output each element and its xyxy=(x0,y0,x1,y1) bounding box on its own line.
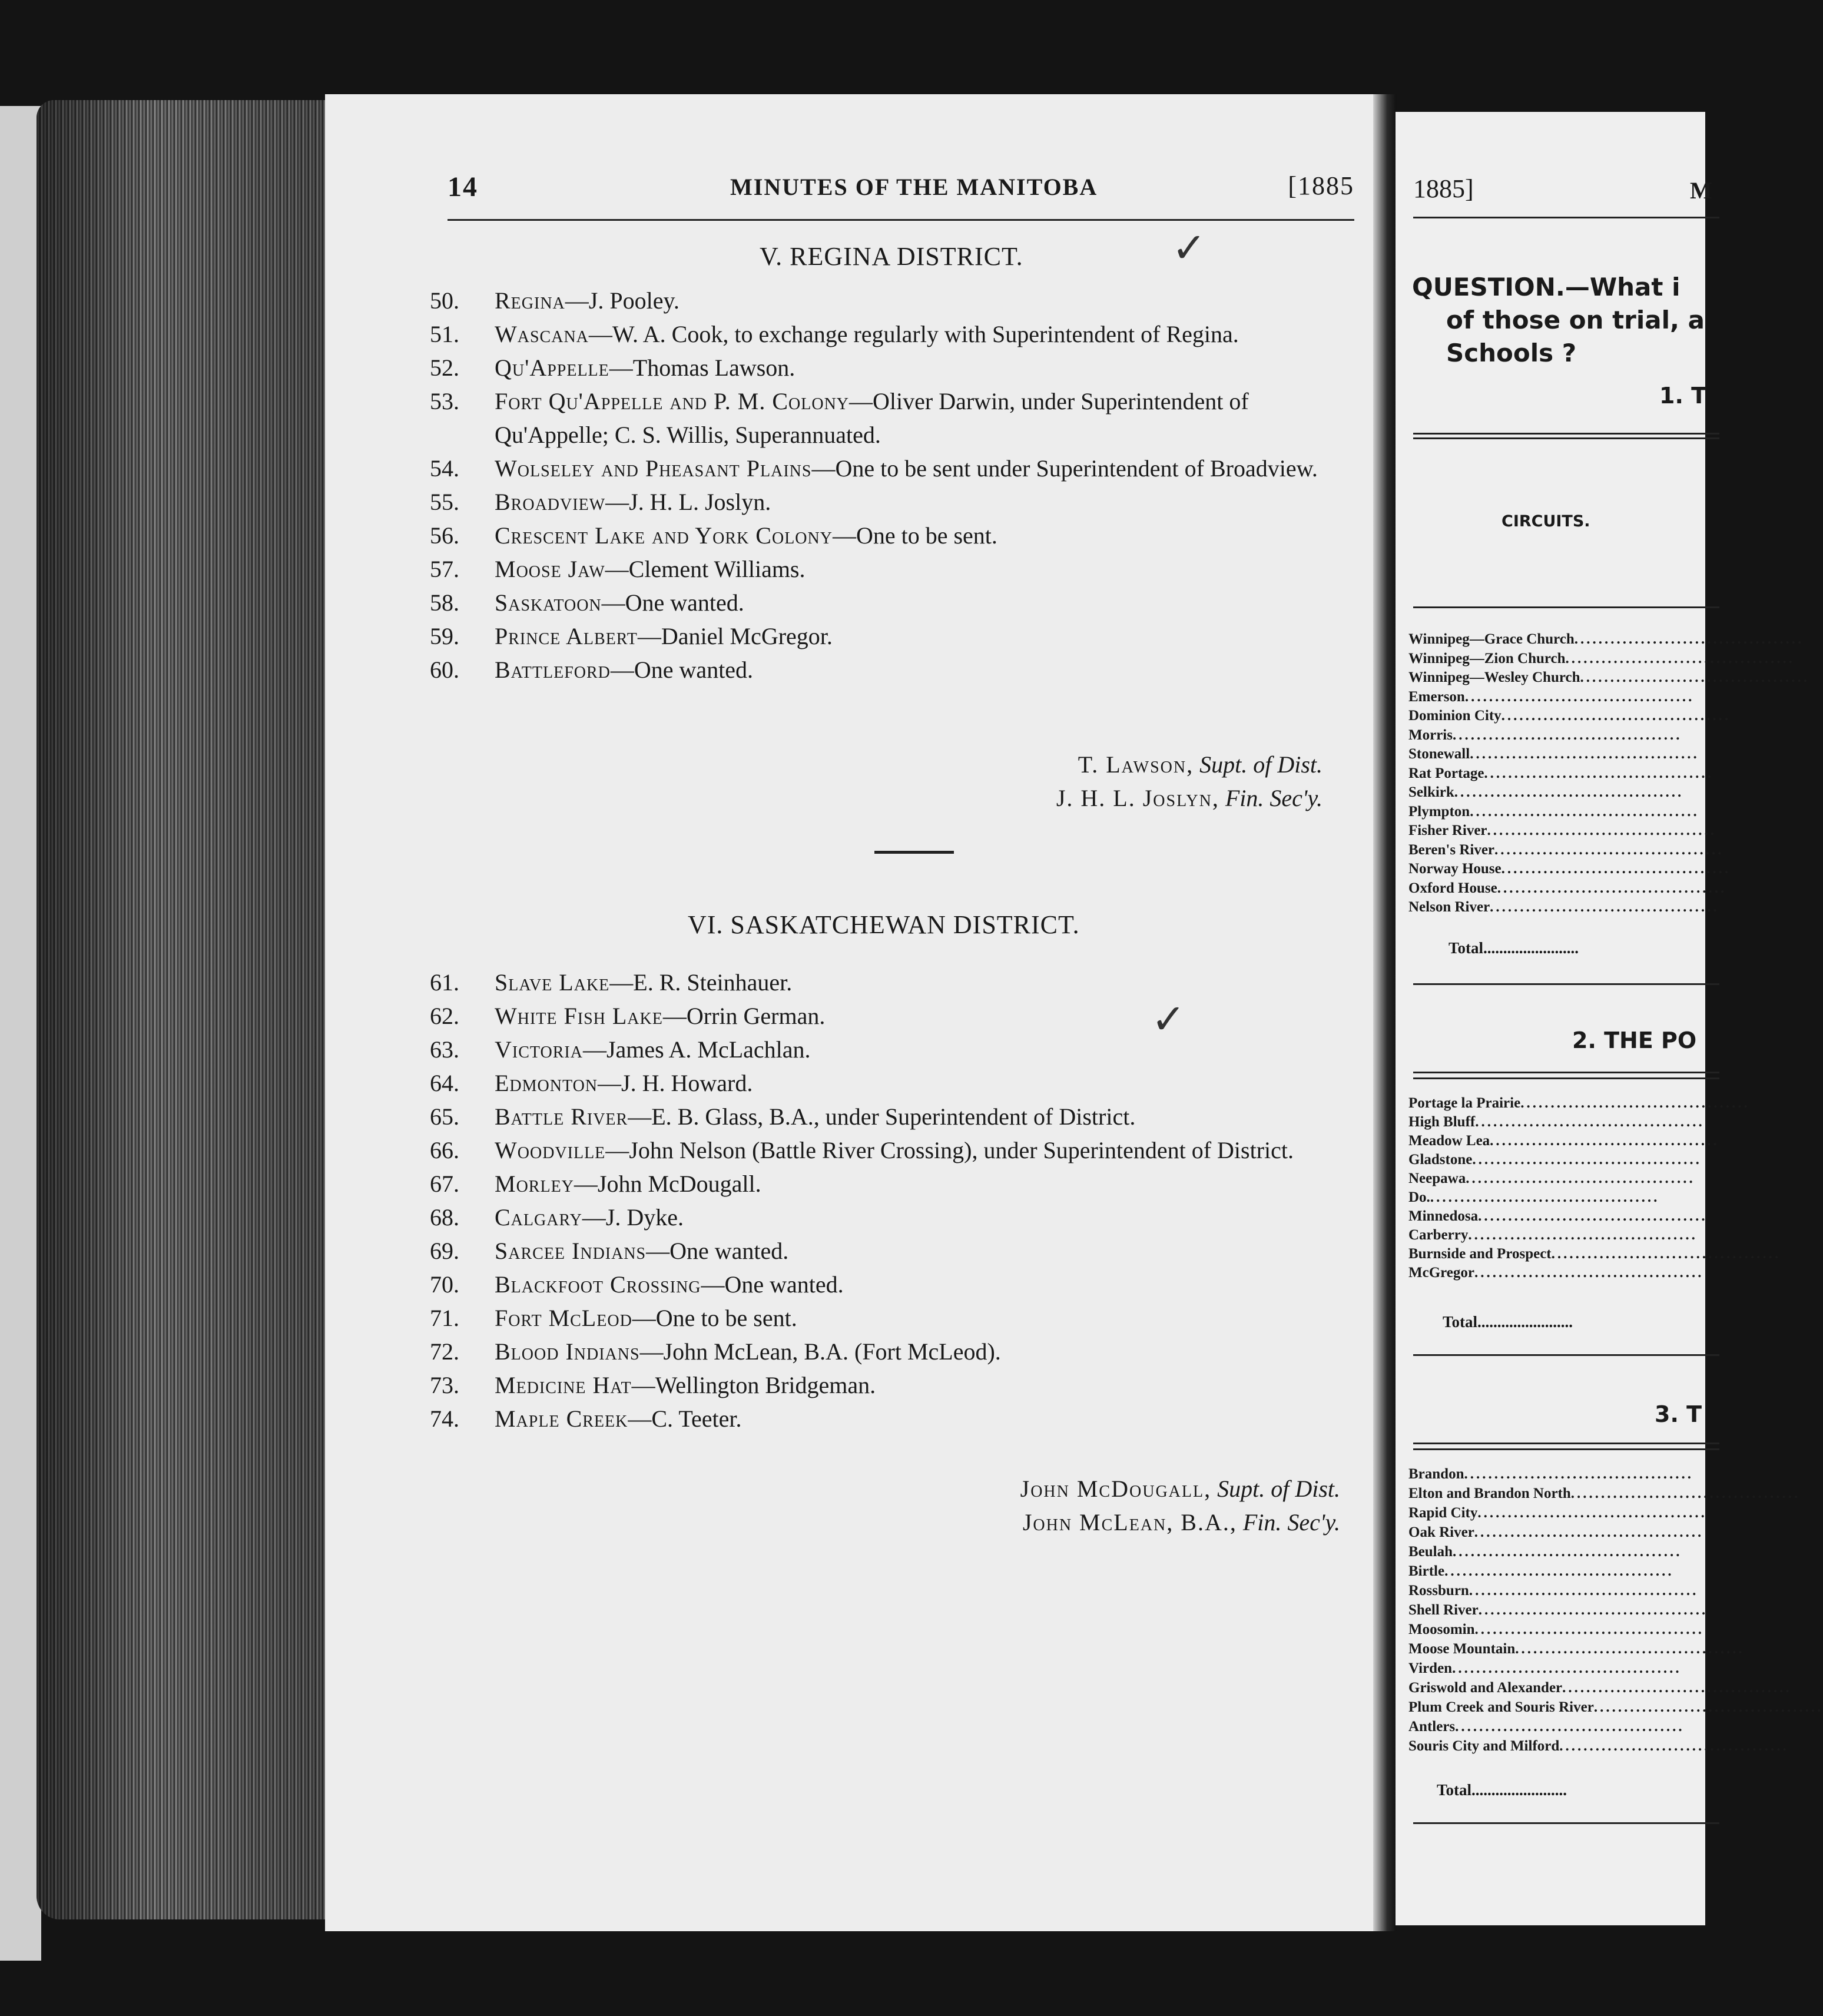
circuit-name: Battleford xyxy=(495,656,611,683)
circuit-row: Birtle...................................... xyxy=(1408,1563,1674,1579)
entry-number: 73. xyxy=(430,1372,459,1398)
appointment-entry xyxy=(430,1100,1360,1133)
circuit-name: Slave Lake xyxy=(495,969,610,996)
section-1-heading: 1. T xyxy=(1659,383,1707,409)
circuit-name: Morley xyxy=(495,1171,574,1197)
appointment-detail: —John McLean, B.A. (Fort McLeod). xyxy=(639,1338,1001,1365)
circuit-row-label: Rat Portage xyxy=(1408,765,1484,781)
entry-number: 66. xyxy=(430,1137,459,1163)
circuit-row-label: High Bluff xyxy=(1408,1114,1476,1130)
appointment-entry xyxy=(430,351,1360,384)
circuit-row: Norway House...................................... xyxy=(1408,861,1731,877)
district-heading-regina: V. REGINA DISTRICT. xyxy=(760,242,1023,271)
appointment-entry xyxy=(430,999,1360,1033)
entry-number: 57. xyxy=(430,556,459,582)
appointment-detail: —One to be sent under Superintendent of Broadview. xyxy=(811,455,1318,482)
circuit-row-label: Selkirk xyxy=(1408,784,1454,800)
circuit-row-label: Shell River xyxy=(1408,1602,1479,1618)
circuit-row: Oak River...................................... xyxy=(1408,1524,1704,1540)
circuit-name: Regina xyxy=(495,287,565,314)
circuit-row-label: Rossburn xyxy=(1408,1583,1469,1599)
running-header xyxy=(448,171,1354,206)
circuit-row: Selkirk...................................... xyxy=(1408,784,1684,800)
circuit-row-label: Griswold and Alexander xyxy=(1408,1680,1563,1696)
right-running-title: M xyxy=(1690,177,1712,204)
circuit-row: Antlers...................................... xyxy=(1408,1719,1685,1735)
circuit-name: Sarcee Indians xyxy=(495,1238,647,1264)
right-header-year: 1885] xyxy=(1413,174,1474,203)
entry-number: 70. xyxy=(430,1271,459,1298)
circuit-row-label: McGregor xyxy=(1408,1265,1474,1281)
saskatchewan-appointments-list xyxy=(430,966,1360,1435)
appointment-detail: —Daniel McGregor. xyxy=(637,623,833,649)
circuit-row-label: Souris City and Milford xyxy=(1408,1738,1560,1754)
circuit-row: Do....................................... xyxy=(1408,1189,1660,1205)
page-number: 14 xyxy=(448,171,478,203)
appointment-entry xyxy=(430,653,1360,687)
circuit-row: Beren's River...................................... xyxy=(1408,841,1724,858)
circuit-row-label: Rapid City xyxy=(1408,1505,1478,1521)
circuit-name: Battle River xyxy=(495,1103,628,1130)
circuit-name: Crescent Lake and York Colony xyxy=(495,522,833,549)
entry-number: 61. xyxy=(430,969,459,996)
section-2-heading: 2. THE PO xyxy=(1572,1027,1697,1053)
regina-appointments-list xyxy=(430,284,1360,687)
adjacent-page-strip xyxy=(0,106,41,1961)
circuit-row: Stonewall...................................... xyxy=(1408,746,1699,762)
circuit-name: Calgary xyxy=(495,1204,582,1231)
table-rule xyxy=(1413,1448,1719,1450)
section-divider xyxy=(874,851,954,854)
circuit-name: Victoria xyxy=(495,1036,583,1063)
circuit-row: Moose Mountain...................................... xyxy=(1408,1641,1745,1657)
appointment-entry xyxy=(430,1268,1360,1301)
entry-number: 58. xyxy=(430,589,459,616)
appointment-entry xyxy=(430,1066,1360,1100)
circuit-row: Elton and Brandon North...................................... xyxy=(1408,1486,1801,1501)
circuit-name: Maple Creek xyxy=(495,1405,628,1432)
circuit-row-label: Stonewall xyxy=(1408,746,1470,762)
appointment-entry xyxy=(430,485,1360,519)
table-rule xyxy=(1413,433,1719,435)
circuit-row-label: Birtle xyxy=(1408,1563,1445,1579)
appointment-detail: —E. R. Steinhauer. xyxy=(609,969,793,996)
circuit-row-label: Beulah xyxy=(1408,1544,1453,1560)
entry-number: 64. xyxy=(430,1070,459,1096)
appointment-entry xyxy=(430,1234,1360,1268)
appointment-detail: —J. H. L. Joslyn. xyxy=(605,489,771,515)
appointment-detail: —One to be sent. xyxy=(632,1305,797,1331)
table-rule xyxy=(1413,1443,1719,1444)
circuit-row: Gladstone...................................... xyxy=(1408,1152,1702,1168)
circuit-row-label: Winnipeg—Zion Church xyxy=(1408,650,1566,667)
entry-number: 68. xyxy=(430,1204,459,1231)
running-title: MINUTES OF THE MANITOBA xyxy=(730,174,1098,200)
circuit-row-label: Winnipeg—Wesley Church xyxy=(1408,669,1580,685)
circuit-row-label: Nelson River xyxy=(1408,899,1490,915)
circuit-row-label: Oxford House xyxy=(1408,880,1497,896)
signature-line: T. Lawson, Supt. of Dist. xyxy=(1078,751,1322,778)
entry-number: 53. xyxy=(430,388,459,415)
circuit-row: Portage la Prairie...................................... xyxy=(1408,1095,1750,1111)
signature-line: John McDougall, Supt. of Dist. xyxy=(1020,1475,1340,1502)
appointment-entry xyxy=(430,1201,1360,1234)
table-rule xyxy=(1413,983,1719,985)
circuit-row: McGregor...................................... xyxy=(1408,1265,1704,1281)
circuit-row: Beulah...................................... xyxy=(1408,1544,1682,1560)
table-rule xyxy=(1413,437,1719,439)
circuit-name: Blackfoot Crossing xyxy=(495,1271,701,1298)
appointment-entry xyxy=(430,586,1360,619)
signature-line: John McLean, B.A., Fin. Sec'y. xyxy=(1022,1509,1340,1536)
circuit-row: Fisher River...................................... xyxy=(1408,823,1717,838)
circuit-name: Fort Qu'Appelle and P. M. Colony xyxy=(495,388,850,415)
circuit-row-label: Winnipeg—Grace Church xyxy=(1408,631,1575,647)
entry-number: 50. xyxy=(430,287,459,314)
circuit-row: Rat Portage...................................... xyxy=(1408,765,1713,781)
appointment-detail: —J. Pooley. xyxy=(565,287,680,314)
circuit-row-label: Carberry xyxy=(1408,1227,1469,1243)
appointment-detail: —E. B. Glass, B.A., under Superintendent of District. xyxy=(628,1103,1136,1130)
circuit-row: Brandon...................................... xyxy=(1408,1466,1693,1482)
circuit-row: Virden...................................... xyxy=(1408,1660,1682,1676)
appointment-entry xyxy=(430,1402,1360,1435)
circuit-row-label: Dominion City xyxy=(1408,708,1502,724)
section-2-total: Total........................ xyxy=(1443,1313,1573,1331)
circuits-column-header: CIRCUITS. xyxy=(1502,512,1590,530)
appointment-detail: —Thomas Lawson. xyxy=(609,354,796,381)
circuit-row: Souris City and Milford...................................... xyxy=(1408,1738,1789,1754)
appointment-entry xyxy=(430,552,1360,586)
appointment-detail: —James A. McLachlan. xyxy=(582,1036,811,1063)
table-rule xyxy=(1413,1822,1719,1824)
appointment-entry xyxy=(430,317,1360,351)
circuit-row-label: Morris xyxy=(1408,727,1453,743)
regina-signatures xyxy=(1056,748,1322,815)
district-heading-saskatchewan: VI. SASKATCHEWAN DISTRICT. xyxy=(688,910,1080,939)
header-rule xyxy=(448,219,1354,221)
circuit-row-label: Elton and Brandon North xyxy=(1408,1486,1571,1501)
circuit-row-label: Plum Creek and Souris River xyxy=(1408,1699,1594,1715)
section-1-total: Total........................ xyxy=(1449,939,1579,957)
entry-number: 59. xyxy=(430,623,459,649)
appointment-entry xyxy=(430,1335,1360,1368)
circuit-name: Wascana xyxy=(495,321,589,347)
appointment-detail: —John McDougall. xyxy=(574,1171,761,1197)
circuit-name: Wolseley and Pheasant Plains xyxy=(495,455,812,482)
circuit-row-label: Moosomin xyxy=(1408,1622,1475,1637)
circuit-name: Fort McLeod xyxy=(495,1305,632,1331)
circuit-name: Qu'Appelle xyxy=(495,354,609,381)
circuit-row: Shell River...................................... xyxy=(1408,1602,1708,1618)
circuit-row: Moosomin...................................... xyxy=(1408,1622,1704,1637)
circuit-row: Minnedosa...................................... xyxy=(1408,1208,1708,1224)
circuit-row-label: Oak River xyxy=(1408,1524,1474,1540)
entry-number: 74. xyxy=(430,1405,459,1432)
entry-number: 69. xyxy=(430,1238,459,1264)
entry-number: 71. xyxy=(430,1305,459,1331)
entry-number: 63. xyxy=(430,1036,459,1063)
appointment-detail: —Clement Williams. xyxy=(605,556,806,582)
appointment-entry xyxy=(430,384,1360,452)
appointment-detail: —One wanted. xyxy=(610,656,754,683)
appointment-detail: —One to be sent. xyxy=(832,522,997,549)
entry-number: 67. xyxy=(430,1171,459,1197)
appointment-entry xyxy=(430,1368,1360,1402)
circuit-name: Saskatoon xyxy=(495,589,602,616)
circuit-row: Winnipeg—Grace Church...................................... xyxy=(1408,631,1804,647)
entry-number: 55. xyxy=(430,489,459,515)
circuit-row: Oxford House...................................... xyxy=(1408,880,1727,896)
circuit-row: Rapid City...................................... xyxy=(1408,1505,1707,1521)
circuit-row: Morris...................................... xyxy=(1408,727,1682,743)
table-rule xyxy=(1413,1072,1719,1073)
appointment-detail: —Oliver Darwin, under Superintendent of Qu'Appelle; C. S. Willis, Superannuated. xyxy=(495,388,1249,448)
appointment-detail: —C. Teeter. xyxy=(628,1405,742,1432)
appointment-entry xyxy=(430,1167,1360,1201)
circuit-row-label: Antlers xyxy=(1408,1719,1456,1735)
section-3-heading: 3. T xyxy=(1655,1401,1702,1427)
appointment-detail: —One wanted. xyxy=(701,1271,844,1298)
circuit-row-label: Brandon xyxy=(1408,1466,1464,1482)
circuit-row: Plum Creek and Souris River...................................... xyxy=(1408,1699,1823,1715)
circuit-row-label: Moose Mountain xyxy=(1408,1641,1516,1657)
appointment-detail: —John Nelson (Battle River Crossing), under Superintendent of District. xyxy=(605,1137,1294,1163)
table-rule xyxy=(1413,606,1719,608)
circuit-row-label: Neepawa xyxy=(1408,1171,1466,1186)
table-rule xyxy=(1413,1354,1719,1356)
circuit-row: High Bluff...................................... xyxy=(1408,1114,1705,1130)
appointment-detail: —J. Dyke. xyxy=(582,1204,684,1231)
circuit-row-label: Do. xyxy=(1408,1189,1430,1205)
circuit-row-label: Emerson xyxy=(1408,688,1465,705)
appointment-entry xyxy=(430,1133,1360,1167)
entry-number: 56. xyxy=(430,522,459,549)
question-text: QUESTION.—What i of those on trial, a Schools ? xyxy=(1412,273,1705,367)
book-edge-shadow xyxy=(37,100,325,1919)
circuit-row: Winnipeg—Wesley Church...................................... xyxy=(1408,669,1809,685)
entry-number: 60. xyxy=(430,656,459,683)
circuit-row: Griswold and Alexander...................................... xyxy=(1408,1680,1792,1696)
check-mark: ✓ xyxy=(1172,224,1207,272)
circuit-row-label: Fisher River xyxy=(1408,823,1487,838)
circuit-row: Emerson...................................... xyxy=(1408,688,1695,705)
entry-number: 54. xyxy=(430,455,459,482)
circuit-row: Dominion City...................................... xyxy=(1408,708,1731,724)
circuit-row: Meadow Lea...................................... xyxy=(1408,1133,1719,1149)
appointment-entry xyxy=(430,452,1360,485)
circuit-name: Edmonton xyxy=(495,1070,598,1096)
appointment-entry xyxy=(430,619,1360,653)
appointment-entry xyxy=(430,1033,1360,1066)
entry-number: 62. xyxy=(430,1003,459,1029)
appointment-detail: —One wanted. xyxy=(646,1238,789,1264)
appointment-detail: —Wellington Bridgeman. xyxy=(631,1372,876,1398)
book-gutter xyxy=(1373,94,1397,1931)
circuit-row: Carberry...................................... xyxy=(1408,1227,1698,1243)
circuit-row: Nelson River...................................... xyxy=(1408,899,1719,915)
right-page xyxy=(1396,112,1823,1925)
entry-number: 51. xyxy=(430,321,459,347)
circuit-name: Moose Jaw xyxy=(495,556,605,582)
appointment-detail: —J. H. Howard. xyxy=(598,1070,753,1096)
section-3-total: Total........................ xyxy=(1437,1781,1567,1799)
circuit-row-label: Gladstone xyxy=(1408,1152,1473,1168)
saskatchewan-signatures xyxy=(1020,1472,1340,1539)
appointment-entry xyxy=(430,1301,1360,1335)
circuit-name: Medicine Hat xyxy=(495,1372,632,1398)
right-header-rule xyxy=(1413,217,1719,218)
check-mark: ✓ xyxy=(1151,995,1186,1043)
circuit-row: Neepawa...................................... xyxy=(1408,1171,1695,1186)
circuit-row: Rossburn...................................... xyxy=(1408,1583,1699,1599)
circuit-row-label: Norway House xyxy=(1408,861,1502,877)
circuit-row: Winnipeg—Zion Church...................................... xyxy=(1408,650,1795,667)
entry-number: 65. xyxy=(430,1103,459,1130)
entry-number: 72. xyxy=(430,1338,459,1365)
circuit-name: Blood Indians xyxy=(495,1338,640,1365)
circuit-row-label: Minnedosa xyxy=(1408,1208,1479,1224)
circuit-row-label: Burnside and Prospect xyxy=(1408,1246,1552,1262)
appointment-entry xyxy=(430,284,1360,317)
header-year: [1885 xyxy=(1288,171,1354,200)
appointment-detail: —Orrin German. xyxy=(662,1003,826,1029)
circuit-row: Plympton...................................... xyxy=(1408,803,1699,820)
entry-number: 52. xyxy=(430,354,459,381)
appointment-entry xyxy=(430,519,1360,552)
circuit-row-label: Beren's River xyxy=(1408,841,1495,858)
circuit-name: Woodville xyxy=(495,1137,606,1163)
appointment-detail: —One wanted. xyxy=(601,589,744,616)
appointment-detail: —W. A. Cook, to exchange regularly with Superintendent of Regina. xyxy=(588,321,1239,347)
table-rule xyxy=(1413,1077,1719,1079)
circuit-name: Prince Albert xyxy=(495,623,638,649)
circuit-row: Burnside and Prospect...................................... xyxy=(1408,1246,1781,1262)
signature-line: J. H. L. Joslyn, Fin. Sec'y. xyxy=(1056,785,1322,811)
circuit-name: White Fish Lake xyxy=(495,1003,663,1029)
circuit-row-label: Portage la Prairie xyxy=(1408,1095,1521,1111)
appointment-entry xyxy=(430,966,1360,999)
circuit-row-label: Plympton xyxy=(1408,803,1470,820)
circuit-name: Broadview xyxy=(495,489,606,515)
circuit-row-label: Virden xyxy=(1408,1660,1453,1676)
circuit-row-label: Meadow Lea xyxy=(1408,1133,1490,1149)
